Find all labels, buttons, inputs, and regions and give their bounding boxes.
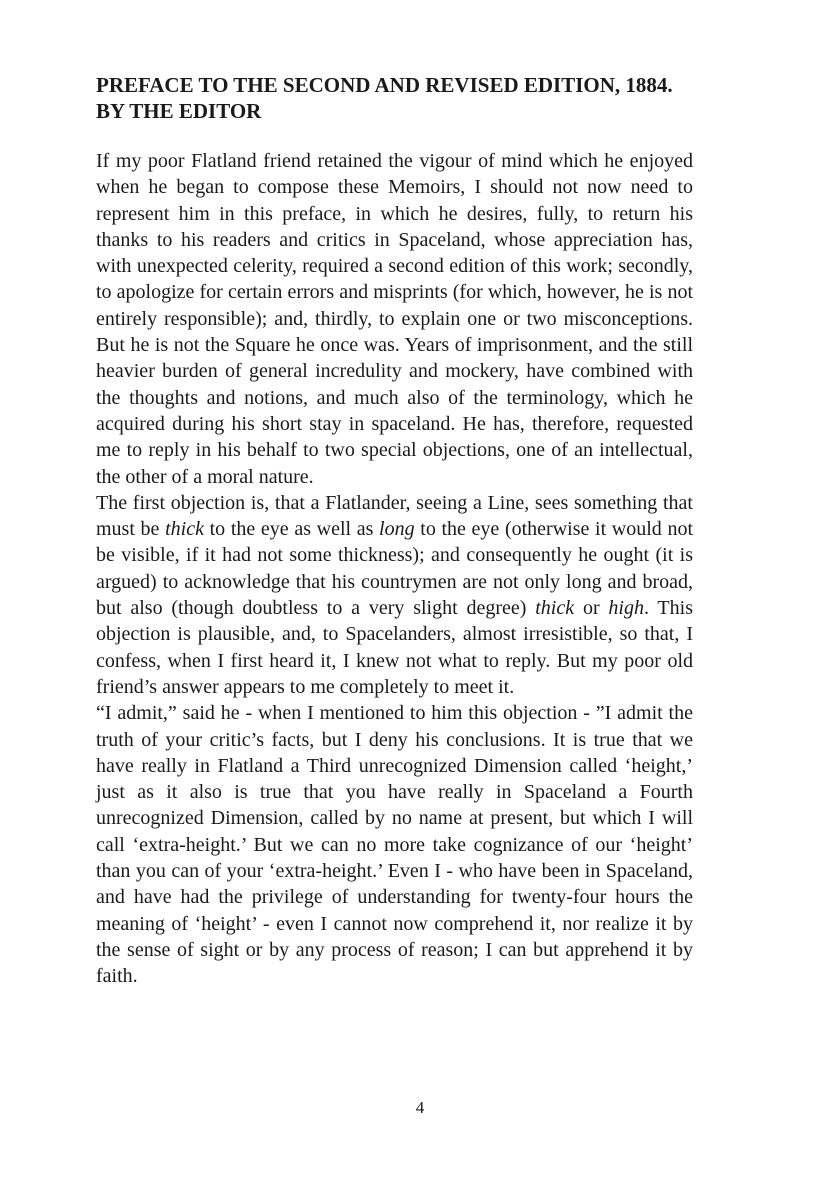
emphasis-thick-2: thick bbox=[535, 597, 575, 620]
heading-line-1: PREFACE TO THE SECOND AND REVISED EDITION, 1884. bbox=[96, 73, 673, 97]
emphasis-high: high bbox=[608, 597, 644, 620]
emphasis-long: long bbox=[379, 518, 415, 541]
heading-line-2: BY THE EDITOR bbox=[96, 99, 262, 123]
paragraph-2 bbox=[96, 490, 693, 700]
body-text bbox=[96, 148, 693, 990]
text-run: The first objection is, that a Flatlander, seeing a Line, sees something that must be bbox=[96, 491, 693, 541]
paragraph-1: If my poor Flatland friend retained the vigour of mind which he enjoyed when he began to compose these Memoirs, I should not now need to represent him in this preface, in which he desires, fully, to return his thanks to his readers and critics in Spaceland, whose appreciation has, with unexpected celerity, required a second edition of this work; secondly, to apologize for certain errors and misprints (for which, however, he is not entirely responsible); and, thirdly, to explain one or two misconceptions. But he is not the Square he once was. Years of imprisonment, and the still heavier burden of general incredulity and mockery, have combined with the thoughts and notions, and much also of the terminology, which he acquired during his short stay in spaceland. He has, therefore, requested me to reply in his behalf to two special objections, one of an intellectual, the other of a moral nature. bbox=[96, 150, 693, 488]
text-run: to the eye (otherwise it would not be visible, if it had not some thickness); and consequently he ought (it is argued) to acknowledge that his countrymen are not only long and broad, but also (though doubtless to a very slight degree) bbox=[96, 518, 694, 620]
page-number: 4 bbox=[415, 1098, 425, 1117]
paragraph-3: “I admit,” said he - when I mentioned to him this objection - ”I admit the truth of your critic’s facts, but I deny his conclusions. It is true that we have really in Flatland a Third unrecognized Dimension called ‘height,’ just as it also is true that you have really in Spaceland a Fourth unrecognized Dimension, called by no name at present, but which I will call ‘extra-height.’ But we can no more take cognizance of our ‘height’ than you can of your ‘extra-height.’ Even I - who have been in Spaceland, and have had the privilege of understanding for twenty-four hours the meaning of ‘height’ - even I cannot now comprehend it, nor realize it by the sense of sight or by any process of reason; I can but apprehend it by faith. bbox=[96, 702, 693, 988]
emphasis-thick: thick bbox=[165, 518, 204, 541]
chapter-heading bbox=[96, 72, 696, 124]
text-run: . This objection is plausible, and, to Spacelanders, almost irresistible, so that, I confess, when I first heard it, I knew not what to reply. But my poor old friend’s answer appears to me completely to meet it. bbox=[96, 597, 693, 698]
text-run: or bbox=[574, 597, 609, 620]
text-run: to the eye as well as bbox=[203, 518, 380, 541]
